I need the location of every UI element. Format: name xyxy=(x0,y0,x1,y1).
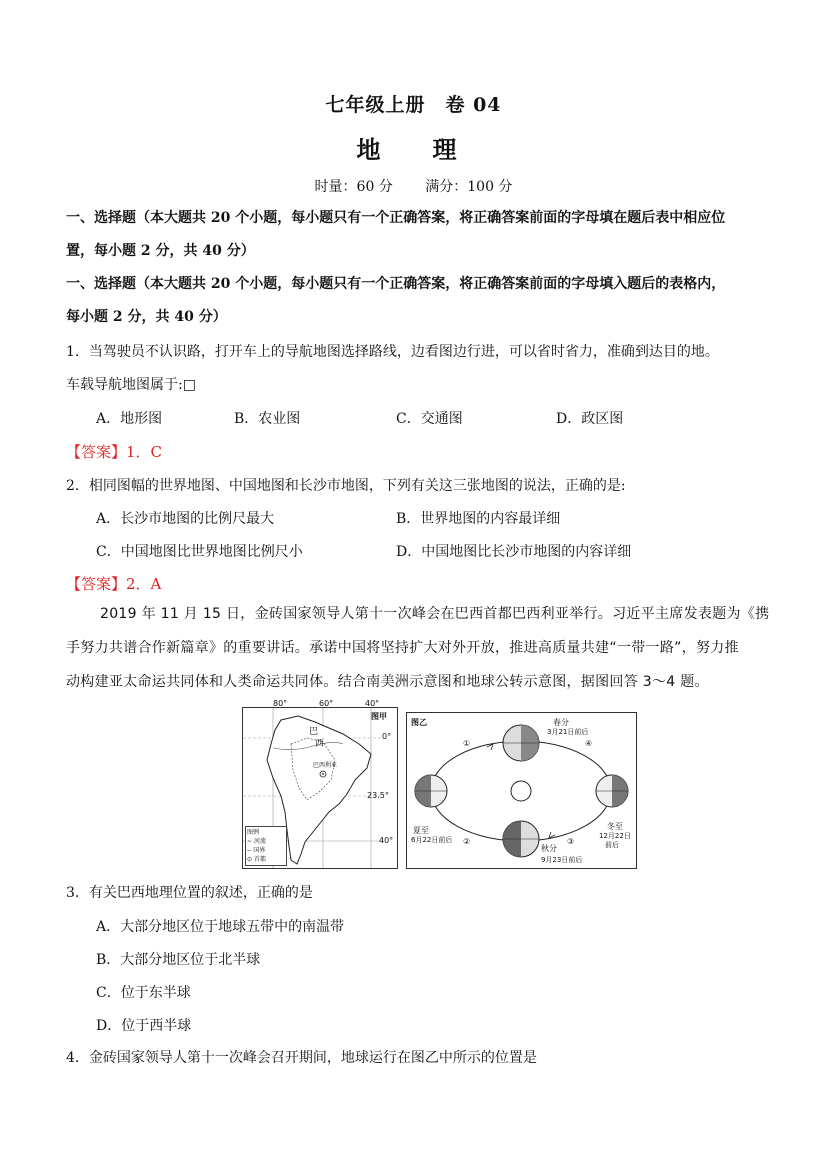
autumn-equinox-date: 9月23日前后 xyxy=(541,856,583,864)
q1-answer: 【答案】1．C xyxy=(66,443,163,461)
position-3-label: ③ xyxy=(567,837,575,846)
q2-option-d[interactable]: D．中国地图比长沙市地图的内容详细 xyxy=(396,544,632,560)
q2-answer: 【答案】2．A xyxy=(66,575,162,593)
earth-winter xyxy=(596,775,628,807)
summer-solstice-date: 6月22日前后 xyxy=(411,836,453,844)
exam-meta xyxy=(0,176,827,196)
position-4-label: ④ xyxy=(585,739,593,748)
country-label-2: 西 xyxy=(315,739,325,749)
spring-equinox-label: 春分 xyxy=(553,718,569,727)
winter-solstice-date: 12月22日 xyxy=(599,832,631,840)
full-score: 满分：100 分 xyxy=(425,179,513,195)
question-4-stem: 4．金砖国家领导人第十一次峰会召开期间，地球运行在图乙中所示的位置是 xyxy=(66,1050,537,1066)
lat-40-label: 40° xyxy=(379,836,394,845)
lon-80-label: 80° xyxy=(273,699,288,708)
sun-icon xyxy=(511,781,531,801)
figure-earth-revolution xyxy=(406,712,637,869)
position-2-label: ② xyxy=(463,837,471,846)
winter-solstice-date-2: 前后 xyxy=(605,841,619,849)
q3-option-a[interactable]: A．大部分地区位于地球五带中的南温带 xyxy=(96,919,345,935)
q1-option-a[interactable]: A．地形图 xyxy=(96,411,163,427)
spring-equinox-date: 3月21日前后 xyxy=(547,728,589,736)
capital-label: 巴西利亚 xyxy=(313,762,338,769)
winter-solstice-label: 冬至 xyxy=(607,822,623,831)
q3-option-c[interactable]: C．位于东半球 xyxy=(96,985,191,1001)
lat-23-label: 23.5° xyxy=(367,791,389,800)
summer-solstice-label: 夏至 xyxy=(413,826,429,835)
position-1-label: ① xyxy=(463,739,471,748)
lat-0-label: 0° xyxy=(382,732,392,741)
earth-summer xyxy=(415,775,447,807)
reading-passage: 2019 年 11 月 15 日，金砖国家领导人第十一次峰会在巴西首都巴西利亚举行。习近平主席发表题为《携 手努力共谱合作新篇章》的重要讲话。承诺中国将坚持扩大对外开放，推进高质量共建“一带一路”，努力推 动构建亚太命运共同体和人类命运共同体。结合南美洲示意图和地球公转示意图，据图回答 3～4 题。 xyxy=(66,606,770,690)
question-3-stem: 3．有关巴西地理位置的叙述，正确的是 xyxy=(66,885,313,901)
q1-option-c[interactable]: C．交通图 xyxy=(396,411,463,427)
figure-b-label: 图乙 xyxy=(411,718,427,727)
exam-title: 七年级上册 卷 04 xyxy=(325,94,502,116)
section-instruction-1: 一、选择题（本大题共 20 个小题，每小题只有一个正确答案，将正确答案前面的字母填在题后表中相应位 置，每小题 2 分，共 40 分） xyxy=(66,210,726,259)
country-label-1: 巴 xyxy=(309,727,319,737)
section-instruction-2: 一、选择题（本大题共 20 个小题，每小题只有一个正确答案，将正确答案前面的字母填入题后的表格内， 每小题 2 分，共 40 分） xyxy=(66,276,726,325)
orbit-arrow xyxy=(487,744,493,750)
map-legend: 图例 ~ 河流 -- 国界 ⊙ 首都 xyxy=(245,826,287,866)
time-limit: 时量：60 分 xyxy=(314,179,393,195)
earth-autumn xyxy=(503,821,539,857)
lon-40-label: 40° xyxy=(365,699,380,708)
q2-option-a[interactable]: A．长沙市地图的比例尺最大 xyxy=(96,511,275,527)
figure-a-label: 图甲 xyxy=(371,712,387,721)
q2-option-b[interactable]: B．世界地图的内容最详细 xyxy=(396,511,561,527)
earth-spring xyxy=(503,725,539,761)
question-2-stem: 2．相同图幅的世界地图、中国地图和长沙市地图，下列有关这三张地图的说法，正确的是: xyxy=(66,478,626,494)
question-1-stem: 1．当驾驶员不认识路，打开车上的导航地图选择路线，边看图边行进，可以省时省力，准确到达目的地。 车载导航地图属于:□ xyxy=(66,344,719,393)
lon-60-label: 60° xyxy=(319,699,334,708)
subject-title: 地 理 xyxy=(356,135,471,164)
orbit-arrow xyxy=(549,832,555,838)
autumn-equinox-label: 秋分 xyxy=(541,844,557,853)
q3-option-d[interactable]: D．位于西半球 xyxy=(96,1018,192,1034)
q2-option-c[interactable]: C．中国地图比世界地图比例尺小 xyxy=(96,544,303,560)
q1-option-b[interactable]: B．农业图 xyxy=(234,411,301,427)
figure-south-america-map xyxy=(242,699,398,869)
q3-option-b[interactable]: B．大部分地区位于北半球 xyxy=(96,952,261,968)
q1-option-d[interactable]: D．政区图 xyxy=(556,411,624,427)
